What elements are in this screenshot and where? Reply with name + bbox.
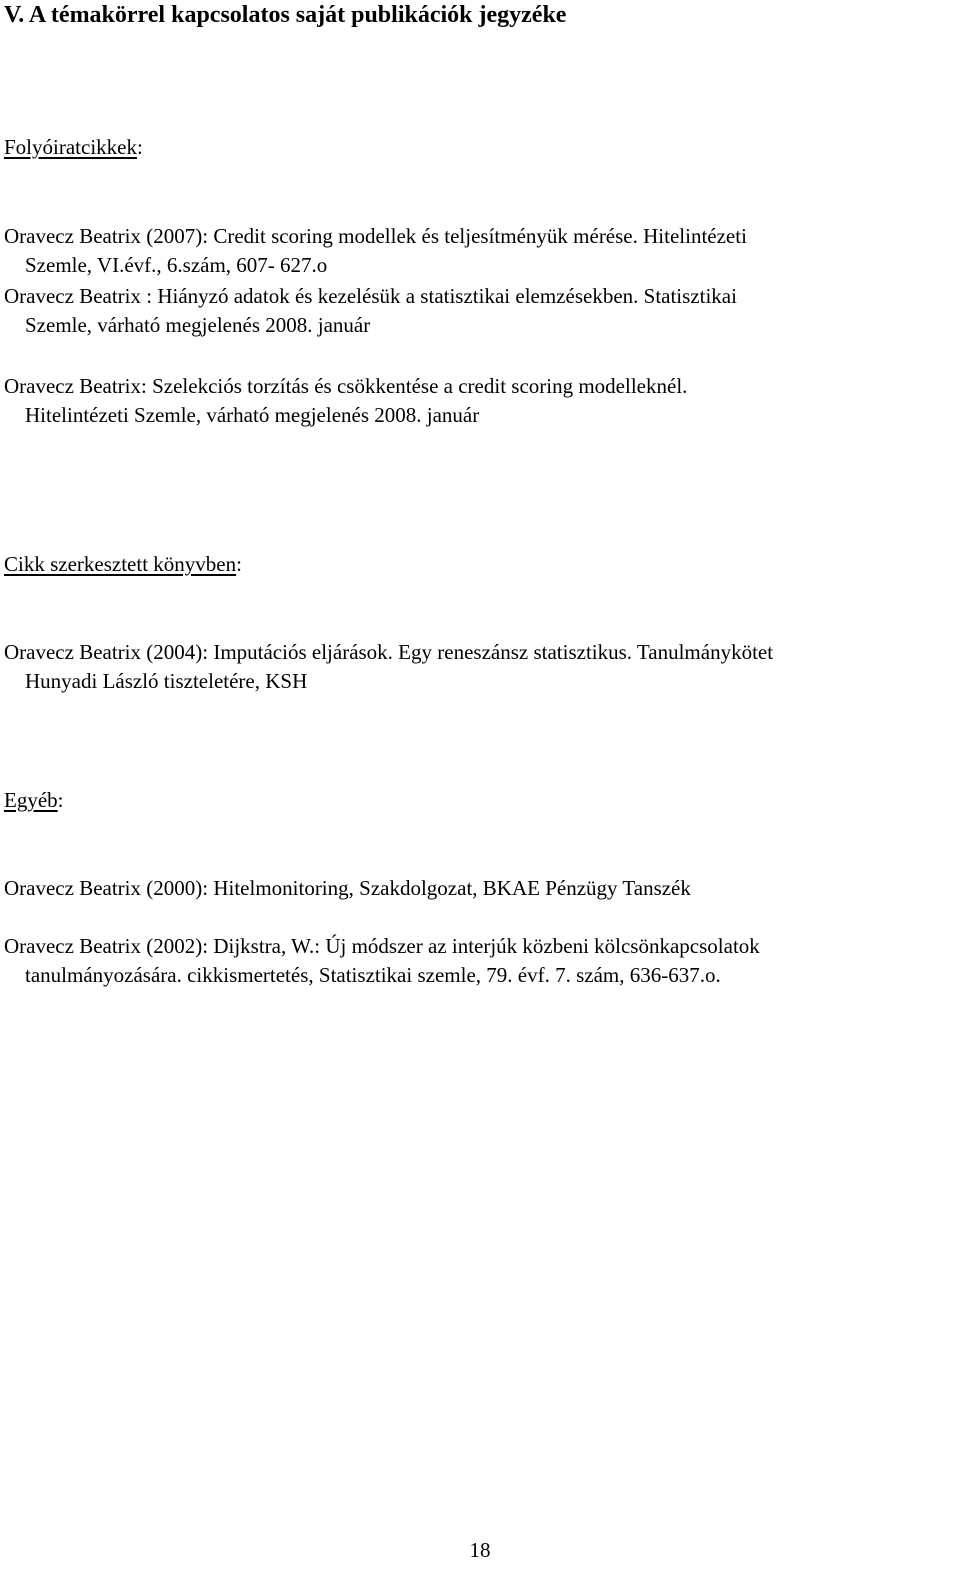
section-title-text: Cikk szerkesztett könyvben [4, 552, 237, 576]
section-title-egyeb: Egyéb: [4, 788, 64, 812]
publication-entry [4, 282, 956, 340]
entry-line: Oravecz Beatrix: Szelekciós torzítás és csökkentése a credit scoring modelleknél. [4, 374, 688, 398]
publication-entry [4, 222, 956, 280]
publication-entry [4, 372, 956, 430]
publication-entry [4, 874, 956, 903]
entry-line: tanulmányozására. cikkismertetés, Statisztikai szemle, 79. évf. 7. szám, 636-637.o. [25, 963, 721, 987]
entry-line: Szemle, VI.évf., 6.szám, 607- 627.o [25, 253, 328, 277]
page-heading: V. A témakörrel kapcsolatos saját publikációk jegyzéke [4, 2, 567, 28]
section-title-cikk-szerkesztett-konyvben: Cikk szerkesztett könyvben: [4, 552, 242, 576]
entry-line: Oravecz Beatrix (2002): Dijkstra, W.: Új módszer az interjúk közbeni kölcsönkapcsolatok [4, 934, 760, 958]
section-title-text: Folyóiratcikkek [4, 135, 137, 159]
entry-line: Oravecz Beatrix : Hiányzó adatok és kezelésük a statisztikai elemzésekben. Statisztikai [4, 284, 737, 308]
entry-line: Hitelintézeti Szemle, várható megjelenés 2008. január [25, 403, 480, 427]
entry-line: Szemle, várható megjelenés 2008. január [25, 313, 371, 337]
entry-line: Oravecz Beatrix (2004): Imputációs eljárások. Egy reneszánsz statisztikus. Tanulmánykötet [4, 640, 774, 664]
entry-line: Hunyadi László tiszteletére, KSH [25, 669, 308, 693]
publication-entry [4, 932, 956, 990]
section-title-text: Egyéb [4, 788, 58, 812]
section-title-folyoiratcikkek: Folyóiratcikkek: [4, 135, 143, 159]
page-number: 18 [469, 1538, 491, 1562]
entry-line: Oravecz Beatrix (2007): Credit scoring modellek és teljesítményük mérése. Hitelintézeti [4, 224, 747, 248]
entry-line: Oravecz Beatrix (2000): Hitelmonitoring, Szakdolgozat, BKAE Pénzügy Tanszék [4, 876, 691, 900]
publication-entry [4, 638, 956, 696]
